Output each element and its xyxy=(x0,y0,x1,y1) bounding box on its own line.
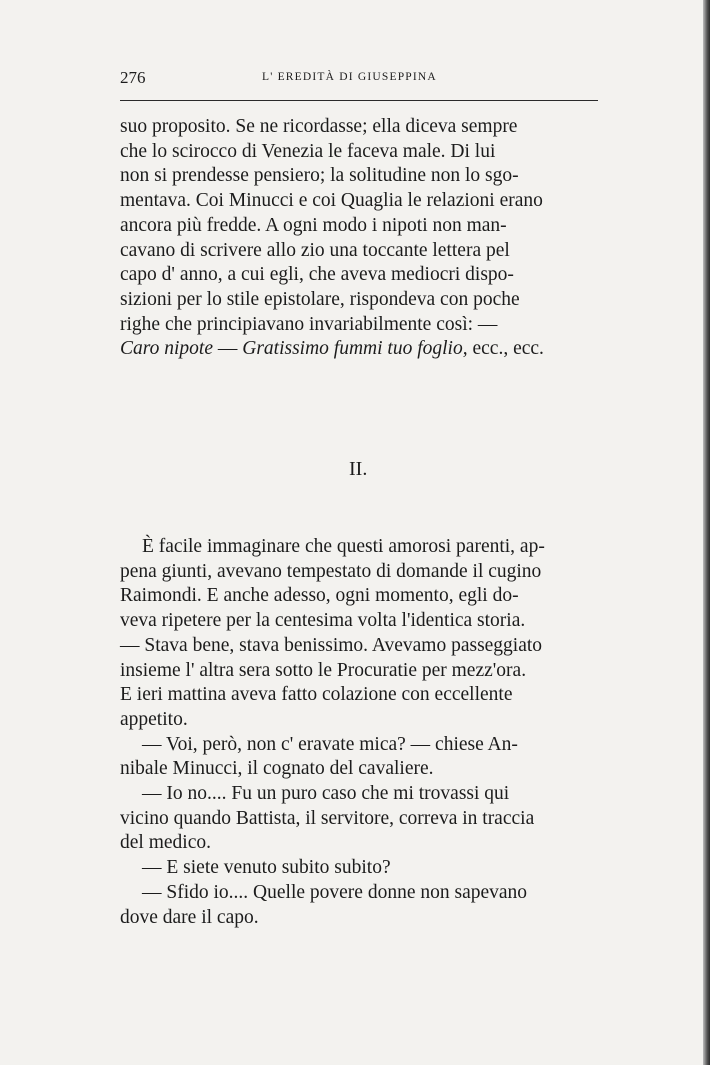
text-line: mentava. Coi Minucci e coi Quaglia le relazioni erano xyxy=(120,190,543,212)
section-heading: II. xyxy=(349,458,368,480)
text-line: — Voi, però, non c' eravate mica? — chiese An- xyxy=(142,733,518,755)
page-number: 276 xyxy=(120,68,146,87)
page-header xyxy=(120,68,600,98)
text-line: dove dare il capo. xyxy=(120,906,259,928)
text-line: pena giunti, avevano tempestato di domande il cugino xyxy=(120,560,542,582)
text-line: sizioni per lo stile epistolare, rispondeva con poche xyxy=(120,288,520,310)
text-line: cavano di scrivere allo zio una toccante lettera pel xyxy=(120,239,510,261)
page-edge-shadow xyxy=(703,0,710,1065)
text-line: ancora più fredde. A ogni modo i nipoti non man- xyxy=(120,214,507,236)
text-line: insieme l' altra sera sotto le Procuratie per mezz'ora. xyxy=(120,659,527,681)
text-line: appetito. xyxy=(120,708,188,730)
text-line-last xyxy=(120,337,598,362)
text-line: E ieri mattina aveva fatto colazione con eccellente xyxy=(120,684,513,706)
text-line: — Stava bene, stava benissimo. Avevamo passeggiato xyxy=(120,634,543,656)
text-line: — Io no.... Fu un puro caso che mi trovassi qui xyxy=(142,783,510,805)
text-line: suo proposito. Se ne ricordasse; ella diceva sempre xyxy=(120,116,518,137)
paragraph-continued xyxy=(120,115,598,362)
quote-dash: — xyxy=(213,338,243,360)
text-line: capo d' anno, a cui egli, che aveva mediocri dispo- xyxy=(120,264,514,286)
text-line: non si prendesse pensiero; la solitudine non lo sgo- xyxy=(120,165,519,187)
text-line: — E siete venuto subito subito? xyxy=(142,857,391,879)
text-line: nibale Minucci, il cognato del cavaliere. xyxy=(120,758,434,780)
header-rule xyxy=(120,100,598,101)
text-line: veva ripetere per la centesima volta l'identica storia. xyxy=(120,610,526,632)
quote-caro-nipote: Caro nipote xyxy=(120,338,213,360)
section-two-text xyxy=(120,535,598,930)
text-line: che lo scirocco di Venezia le faceva male. Di lui xyxy=(120,140,496,162)
quote-gratissimo: Gratissimo fummi tuo foglio, xyxy=(242,338,468,360)
text-line: Raimondi. E anche adesso, ogni momento, egli do- xyxy=(120,585,519,607)
text-line: del medico. xyxy=(120,832,211,854)
text-line: righe che principiavano invariabilmente così: — xyxy=(120,313,498,335)
text-line: È facile immaginare che questi amorosi parenti, ap- xyxy=(142,536,545,557)
running-title: L' EREDITÀ DI GIUSEPPINA xyxy=(262,71,437,83)
text-line: vicino quando Battista, il servitore, correva in traccia xyxy=(120,807,535,829)
quote-tail: ecc., ecc. xyxy=(467,338,544,360)
text-line: — Sfido io.... Quelle povere donne non sapevano xyxy=(142,881,528,903)
